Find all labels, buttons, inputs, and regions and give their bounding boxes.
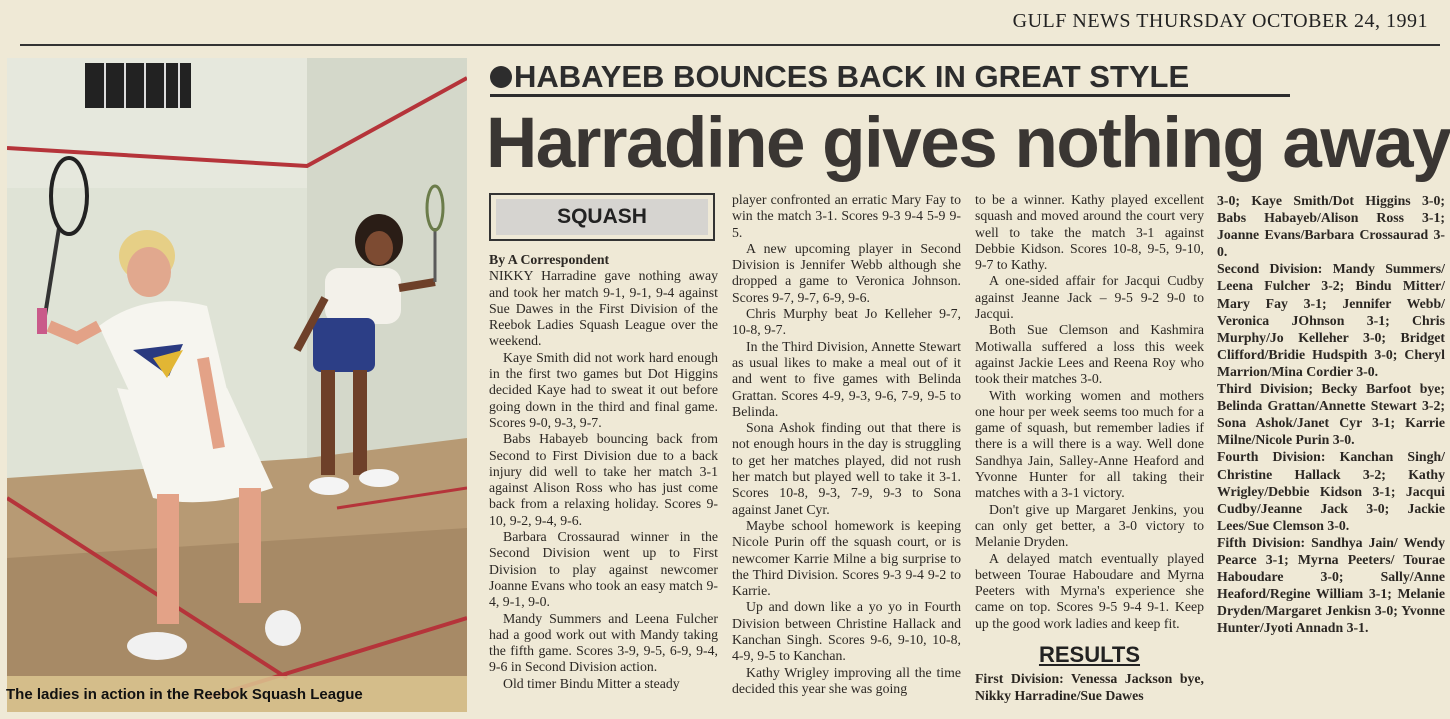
section-label: SQUASH: [496, 199, 708, 235]
paragraph: Both Sue Clemson and Kashmira Motiwalla suffered a loss this week against Jackie Lees and Reena Roy who took their matches 3-0.: [975, 322, 1204, 387]
section-label-box: [489, 193, 715, 241]
byline: By A Correspondent: [489, 252, 610, 267]
photo-caption: The ladies in action in the Reebok Squash League: [6, 686, 363, 703]
paragraph: A new upcoming player in Second Division is Jennifer Webb although she dropped a game to Veronica Johnson. Scores 9-7, 9-7, 6-9, 9-6.: [732, 240, 961, 305]
paragraph: Don't give up Margaret Jenkins, you can only get better, a 3-0 victory to Melanie Dryden.: [975, 501, 1204, 550]
paragraph: to be a winner. Kathy played excellent squash and moved around the court very well to take the match 3-1 against Debbie Kidson. Scores 10-8, 9-5, 9-10, 9-7 to Kathy.: [975, 192, 1204, 273]
masthead: [0, 0, 1450, 48]
results-paragraph: Fifth Division: Sandhya Jain/ Wendy Pearce 3-1; Myrna Peeters/ Tourae Haboudare 3-0; Sally/Anne Heaford/Regine William 3-1; Melanie Dryden/Margaret Jenkisn 3-0; Yvonne Hunter/Jyoti Annadn 3-1.: [1217, 534, 1445, 636]
kicker-headline: [490, 60, 1290, 97]
paragraph: A one-sided affair for Jacqui Cudby against Jeanne Jack – 9-5 9-2 9-0 to Jacqui.: [975, 273, 1204, 322]
paragraph: Old timer Bindu Mitter a steady: [503, 675, 680, 691]
squash-photo: [7, 58, 467, 712]
paragraph: With working women and mothers one hour per week seems too much for a game of squash, but remember ladies if there is a will there is a way. Well done Sandhya Jain, Salley-Anne Heaford and Yvonne Hunter for all taking their matches with a 3-1 victory.: [975, 387, 1204, 501]
paragraph: NIKKY Harradine gave nothing away and took her match 9-1, 9-1, 9-4 against Sue Dawes in the First Division of the Reebok Ladies Squash League over the weekend.: [489, 268, 718, 349]
bullet-icon: [490, 66, 512, 88]
paragraph: Babs Habayeb bouncing back from Second to First Division due to a back injury did well to take her match 3-1 against Alison Ross who has just come back from a relaxing holiday. Scores 9-10, 9-2, 9-4, 9-6.: [489, 431, 718, 528]
results-paragraph: Second Division: Mandy Summers/ Leena Fulcher 3-2; Bindu Mitter/ Mary Fay 3-1; Jennifer Webb/ Veronica JOhnson 3-1; Chris Murphy/Jo Kelleher 3-0; Bridget Clifford/Bridie Hudspith 3-0; Cheryl Marrion/Mina Cordier 3-0.: [1217, 261, 1445, 379]
paragraph: Up and down like a yo yo in Fourth Division between Christine Hallack and Kanchan Singh. Scores 9-6, 9-10, 10-8, 4-9, 9-5 to Kanchan.: [732, 599, 961, 664]
results-paragraph: 3-0; Kaye Smith/Dot Higgins 3-0; Babs Habayeb/Alison Ross 3-1; Joanne Evans/Barbara Crossaurad 3-0.: [1217, 193, 1445, 260]
paragraph: Kaye Smith did not work hard enough in the first two games but Dot Higgins decided Kaye had to sweat it out before going down in the third and final game. Scores 9-0, 9-3, 9-7.: [489, 349, 718, 430]
article-column-1: [489, 252, 718, 692]
main-headline: Harradine gives nothing away: [486, 104, 1450, 183]
results-column: [1217, 192, 1445, 636]
results-heading: RESULTS: [1038, 642, 1141, 667]
results-intro: [975, 670, 1204, 704]
paragraph: A delayed match eventually played between Tourae Haboudare and Myrna Peeters with Myrna's experience she came on top. Scores 9-5 9-4 9-1. Keep up the good work ladies and keep fit.: [975, 550, 1204, 631]
paragraph: Maybe school homework is keeping Nicole Purin off the squash court, or is newcomer Karrie Milne a big surprise to the Third Division. Scores 9-3 9-4 9-2 to Karrie.: [732, 517, 961, 599]
article-column-3: [975, 192, 1204, 632]
article-column-2: [732, 192, 961, 697]
kicker-text: HABAYEB BOUNCES BACK IN GREAT STYLE: [514, 59, 1190, 94]
paragraph: Chris Murphy beat Jo Kelleher 9-7, 10-8, 9-7.: [732, 306, 961, 338]
paragraph: Mandy Summers and Leena Fulcher had a good work out with Mandy taking the fifth game. Scores 3-9, 9-5, 6-9, 9-4, 9-6 in Second Division action.: [489, 610, 718, 675]
paragraph: In the Third Division, Annette Stewart as usual likes to make a meal out of it and went to five games with Belinda Grattan. Scores 4-9, 9-3, 9-6, 7-9, 9-5 to Belinda.: [732, 338, 961, 419]
results-paragraph: Third Division; Becky Barfoot bye; Belinda Grattan/Annette Stewart 3-2; Sona Ashok/Janet Cyr 3-1; Karrie Milne/Nicole Purin 3-0.: [1217, 381, 1445, 448]
paragraph: Kathy Wrigley improving all the time decided this year she was going: [732, 664, 961, 696]
masthead-rule: [20, 44, 1440, 46]
squash-court-illustration: [7, 58, 467, 712]
paragraph: Barbara Crossaurad winner in the Second Division went up to First Division to play against newcomer Joanne Evans who took an easy match 9-4, 9-1, 9-0.: [489, 529, 718, 610]
paragraph: Sona Ashok finding out that there is not enough hours in the day is struggling to get her matches played, did not rush her match but played well to take it 3-1. Scores 10-8, 9-3, 7-9, 9-3 to Sona against Janet Cyr.: [732, 420, 961, 517]
results-first-division: First Division: Venessa Jackson bye, Nikky Harradine/Sue Dawes: [975, 671, 1204, 703]
masthead-title: GULF NEWS THURSDAY OCTOBER 24, 1991: [1012, 10, 1428, 32]
results-paragraph: Fourth Division: Kanchan Singh/ Christine Hallack 3-2; Kathy Wrigley/Debbie Kidson 3-1; Jacqui Cudby/Jeanne Jack 3-0; Jackie Lees/Sue Clemson 3-0.: [1217, 449, 1445, 533]
paragraph: player confronted an erratic Mary Fay to win the match 3-1. Scores 9-3 9-4 5-9 9-5.: [732, 192, 961, 240]
